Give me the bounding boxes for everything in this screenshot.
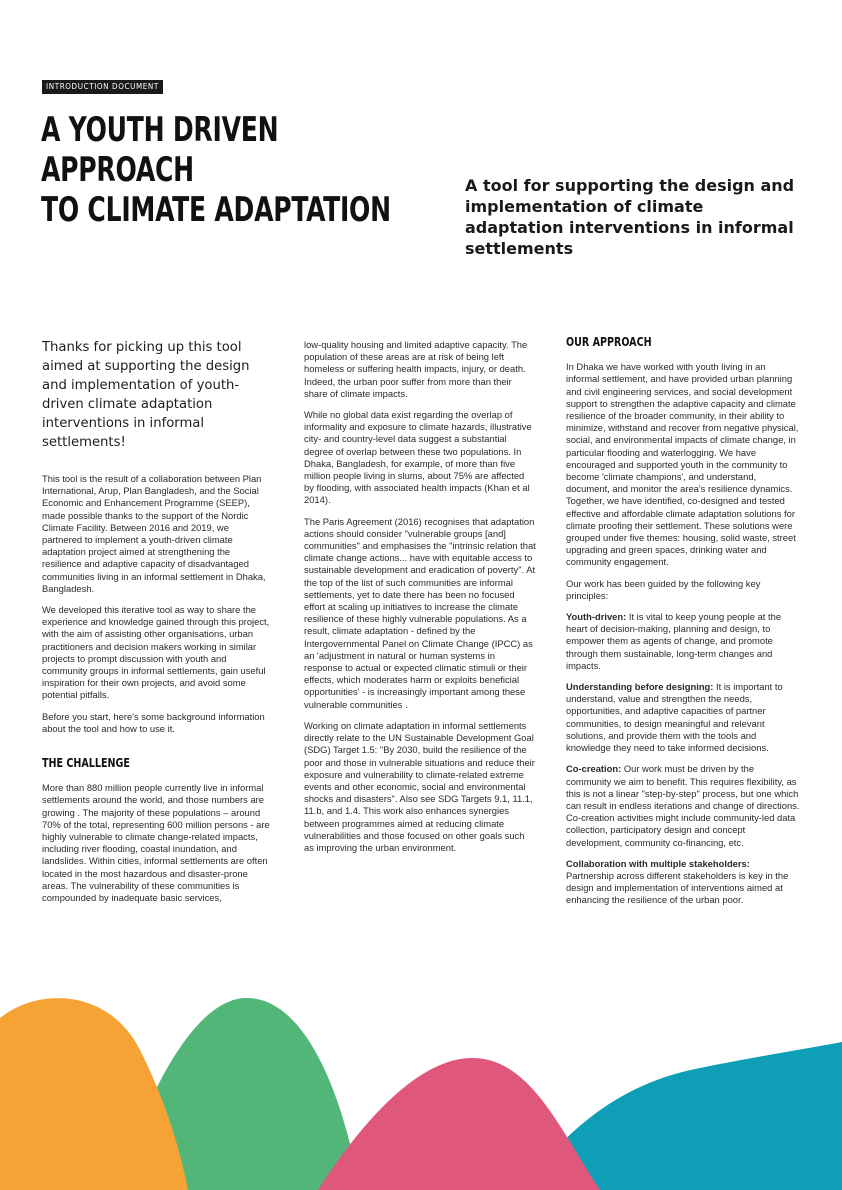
body-paragraph: In Dhaka we have worked with youth living in an informal settlement, and have provided urban planning and civil engineering services, and social development support to strengthen the adaptive capacity and climate resilience of the broader community, in their ability to minimize, withstand and recover from negative physical, social, and environmental impacts of climate change, in particular flooding and waterlogging. We have encouraged and supported youth in the community to become 'climate champions', and understand, document, and monitor the area's resilience dynamics. Together, we have identified, co-designed and tested effective and affordable climate adaptation solutions for climate proofing their settlement. These solutions were grouped under five themes: housing, solid waste, street upgrading and green spaces, drinking water and community engagement. [566,361,799,568]
title-line-2: APPROACH [41,150,194,190]
body-paragraph: More than 880 million people currently live in informal settlements around the world, and those numbers are growing . The majority of these populations – around 70% of the total, representing 600 million persons - are highly vulnerable to climate change-related impacts, including river flooding, coastal inundation, and landslides. Within cities, informal settlements are often located in the most hazardous and disaster-prone areas. The vulnerability of these communities is compounded by inadequate basic services, [42,782,270,904]
intro-paragraph: Thanks for picking up this tool aimed at supporting the design and implementation of youth-driven climate adaptation interventions in informal settlements! [42,340,250,450]
column-middle [304,339,536,863]
decorative-shapes [0,990,842,1190]
column-right [566,334,800,916]
section-heading-approach: OUR APPROACH [566,334,652,349]
pink-blob [318,1058,600,1190]
page-subtitle: A tool for supporting the design and implementation of climate adaptation interventions in informal settlements [465,176,795,258]
body-paragraph: We developed this iterative tool as way to share the experience and knowledge gained through this project, with the aim of assisting other organisations, urban practitioners and decision makers working in similar projects to prompt discussion with youth and community groups in informal settlements, gain useful inspiration for their own projects, and avoid some potential pitfalls. [42,604,270,701]
principle-text: Our work must be driven by the community we aim to benefit. This requires flexibility, as this is not a linear "step-by-step" process, but one which can result in endless iterations and change of directions. Co-creation activities might include community-led data collection, participatory design and concept development, community co-financing, etc. [566,763,800,848]
body-paragraph: Working on climate adaptation in informal settlements directly relate to the UN Sustainable Development Goal (SDG) Target 1.5: "By 2030, build the resilience of the poor and those in vulnerable situations and reduce their exposure and vulnerability to climate-related extreme events and other economic, social and environmental shocks and disasters". Also see SDG Targets 9.1, 11.1, 11.b, and 1.4. This work also enhances synergies between programmes aimed at reducing climate vulnerabilities and those focused on other goals such as improving the urban environment. [304,719,535,853]
column-left [42,338,270,913]
principle-text: It is important to understand, value and strengthen the needs, opportunities, and adaptive capacities of partner communities, to design meaningful and relevant solutions, and provide them with the tools and knowledge they need to take informed decisions. [566,681,783,754]
principle-lead: Understanding before designing: [566,681,714,693]
document-tag: INTRODUCTION DOCUMENT [42,80,163,94]
principle-text: Partnership across different stakeholders is key in the design and implementation of interventions aimed at enhancing the resilience of the urban poor. [566,869,789,906]
principle-lead: Youth-driven: [566,611,627,623]
body-paragraph: Before you start, here's some background information about the tool and how to use it. [42,710,265,734]
section-heading-challenge: THE CHALLENGE [42,755,130,771]
principle-lead: Collaboration with multiple stakeholders: [566,857,750,869]
title-line-3: TO CLIMATE ADAPTATION [41,190,391,230]
body-paragraph: This tool is the result of a collaboration between Plan International, Arup, Plan Bangladesh, and the Social Economic and Enhancement Programme (SEEP), made possible thanks to the support of the Nordic Climate Facility. Between 2016 and 2019, we partnered to implement a youth-driven climate adaptation project aimed at strengthening the resilience and adaptive capacity of disadvantaged communities living in an informal settlement in Dhaka, Bangladesh. [42,473,266,594]
body-paragraph: low-quality housing and limited adaptive capacity. The population of these areas are at risk of being left homeless or suffering health impacts, injury, or death. Indeed, the urban poor suffer from more than their share of climate impacts. [304,339,528,399]
body-paragraph: While no global data exist regarding the overlap of informality and exposure to climate hazards, illustrative city- and country-level data suggest a substantial degree of overlap between these two populations. In Dhaka, Bangladesh, for example, of more than five million people living in slums, about 75% are affected by flooding, with associated health impacts (Khan et al 2014). [304,409,532,506]
principle-item [566,611,800,672]
title-line-1: A YOUTH DRIVEN [41,110,279,150]
body-paragraph: Our work has been guided by the following key principles: [566,577,761,601]
principle-item [566,858,800,907]
principle-text: It is vital to keep young people at the heart of decision-making, planning and design, to empower them as agents of change, and promote through them sustainable, long-term changes and impacts. [566,611,782,671]
principle-item [566,681,800,754]
principle-lead: Co-creation: [566,763,622,775]
principle-item [566,763,800,848]
page-title [41,110,468,230]
body-paragraph: The Paris Agreement (2016) recognises that adaptation actions should consider "vulnerable groups [and] communities" and emphasises the "intrinsic relation that climate change actions... have with equitable access to sustainable development and eradication of poverty". At the top of the list of such communities are informal settlements, yet to date there has been no focused effort at scaling up initiatives to increase the climate resilience of these highly vulnerable populations. As a result, climate adaptation - defined by the Intergovernmental Panel on Climate Change (IPCC) as an 'adjustment in natural or human systems in response to actual or expected climatic stimuli or their effects, which moderates harm or exploits beneficial opportunities' - is increasingly important among these vulnerable communities . [304,515,536,710]
